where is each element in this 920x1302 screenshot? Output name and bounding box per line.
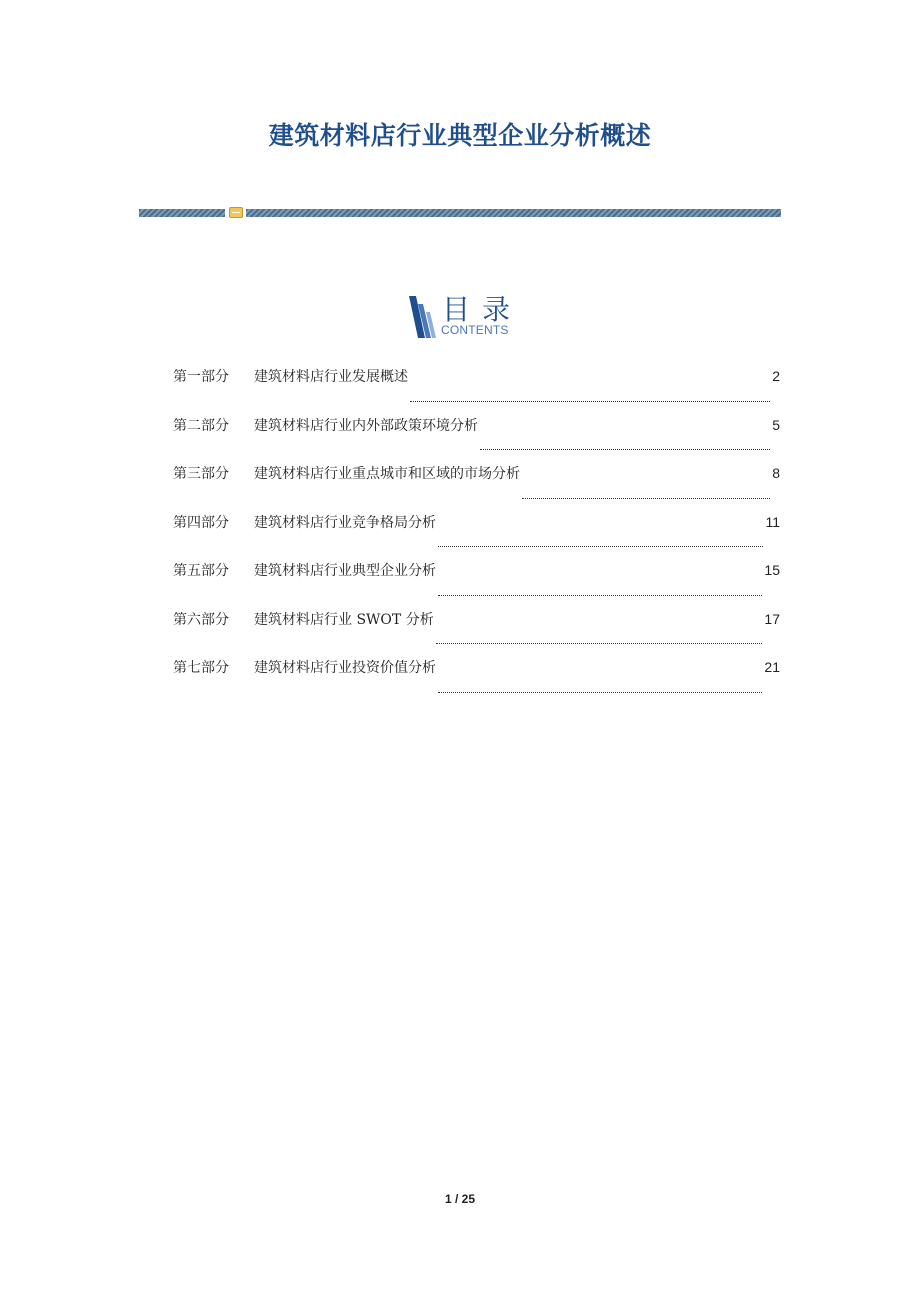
page-indicator: 1 / 25 <box>444 1192 476 1206</box>
toc-list <box>173 366 780 706</box>
toc-entry[interactable] <box>173 512 780 561</box>
toc-entry-title: 建筑材料店行业典型企业分析 <box>254 563 436 579</box>
toc-entry-part: 第七部分 <box>173 660 229 676</box>
toc-entry-title: 建筑材料店行业内外部政策环境分析 <box>254 417 478 434</box>
toc-entry[interactable] <box>173 560 780 609</box>
toc-entry-title: 建筑材料店行业竞争格局分析 <box>254 514 436 531</box>
toc-entry-title: 建筑材料店行业投资价值分析 <box>254 660 436 676</box>
toc-entry-page: 15 <box>764 562 780 578</box>
toc-entry-leader <box>410 400 770 402</box>
toc-entry-part: 第六部分 <box>173 611 229 628</box>
toc-entry-part: 第二部分 <box>173 417 229 434</box>
toc-entry-part: 第四部分 <box>173 514 229 531</box>
document-badge-icon <box>229 207 243 218</box>
toc-entry-page: 21 <box>764 659 780 675</box>
toc-entry-title: 建筑材料店行业重点城市和区域的市场分析 <box>254 466 520 482</box>
toc-entry-page: 2 <box>772 368 780 384</box>
toc-entry-title: 建筑材料店行业 SWOT 分析 <box>254 611 434 628</box>
title-rule-right <box>246 209 781 217</box>
toc-entry-leader <box>522 497 770 499</box>
toc-entry-title: 建筑材料店行业发展概述 <box>254 369 408 385</box>
toc-entry-page: 11 <box>765 513 780 530</box>
toc-heading: 目录 <box>442 293 523 326</box>
toc-entry-page: 17 <box>764 610 780 627</box>
toc-header <box>407 292 527 340</box>
toc-entry[interactable] <box>173 657 780 706</box>
toc-entry[interactable] <box>173 415 780 464</box>
toc-entry-page: 5 <box>772 416 780 433</box>
toc-entry-part: 第五部分 <box>173 563 229 579</box>
toc-entry-leader <box>436 642 763 644</box>
toc-entry[interactable] <box>173 609 780 658</box>
toc-entry-leader <box>438 545 763 547</box>
toc-entry-part: 第一部分 <box>173 369 229 385</box>
document-title: 建筑材料店行业典型企业分析概述 <box>268 121 652 150</box>
toc-entry-page: 8 <box>772 465 780 481</box>
toc-stripes-icon <box>407 296 437 338</box>
toc-entry-leader <box>438 691 762 693</box>
toc-entry[interactable] <box>173 463 780 512</box>
title-rule-left <box>139 209 225 217</box>
toc-entry-leader <box>438 594 762 596</box>
toc-entry[interactable] <box>173 366 780 415</box>
toc-entry-leader <box>480 448 770 450</box>
toc-entry-part: 第三部分 <box>173 466 229 482</box>
toc-subheading: CONTENTS <box>441 323 509 337</box>
